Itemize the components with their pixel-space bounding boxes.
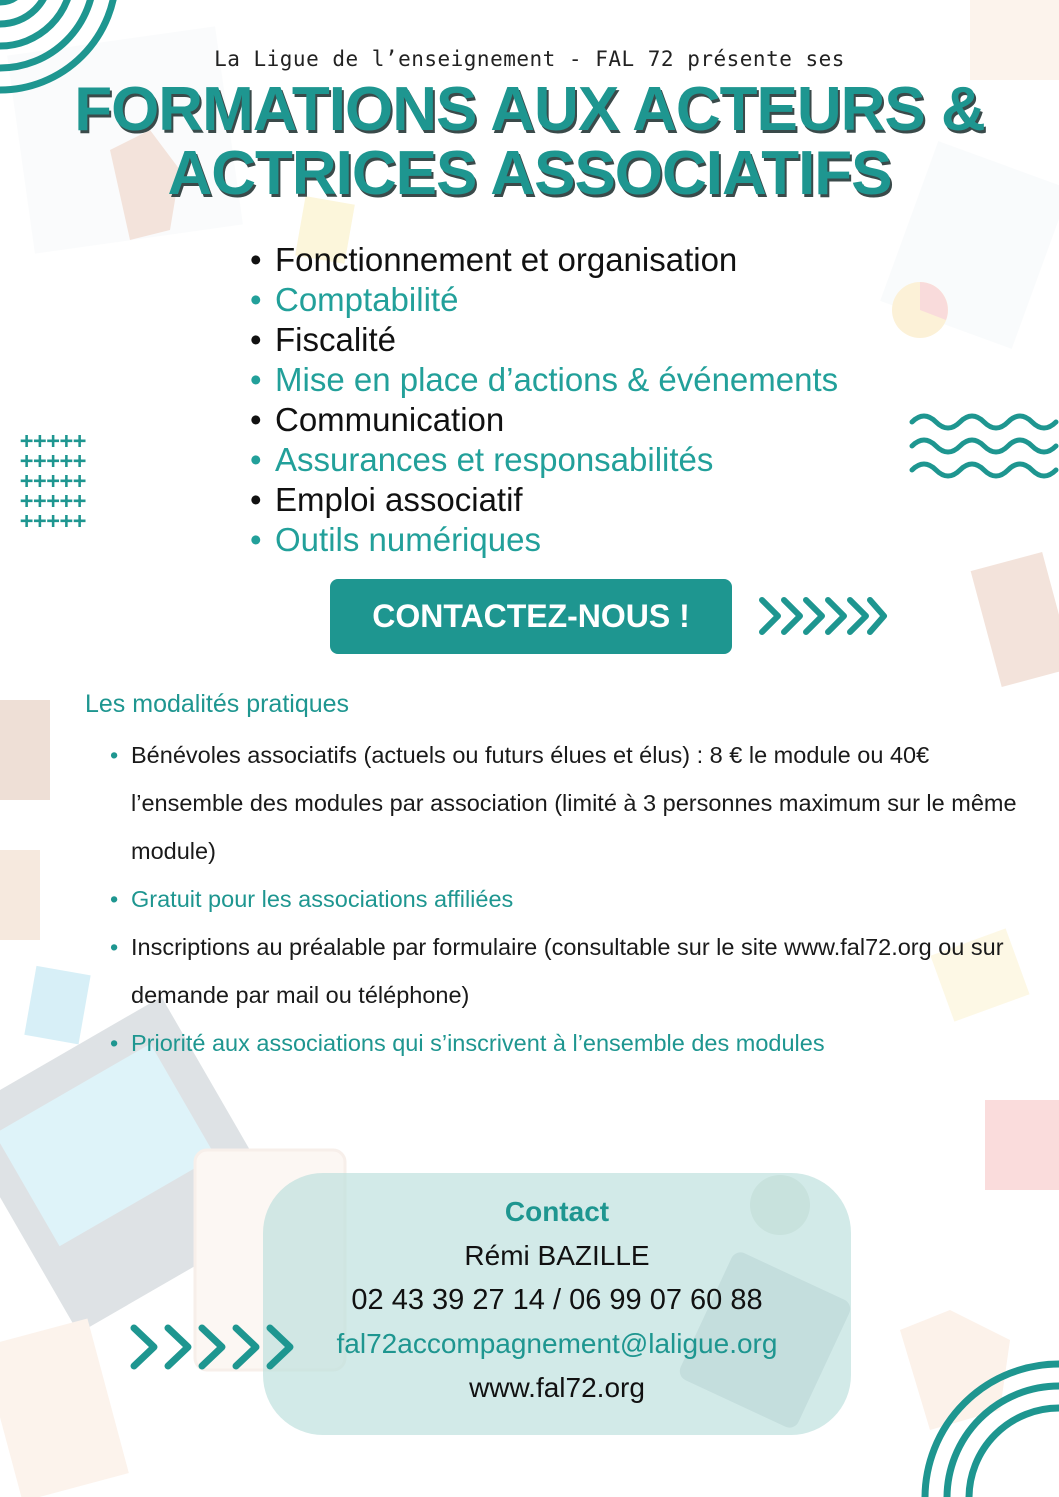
modalite-item: • Bénévoles associatifs (actuels ou futurs élues et élus) : 8 € le module ou 40€ l’ensemble des modules par association (limité à 3 personnes maximum sur le même module) [110, 731, 1040, 875]
topic-item: • Emploi associatif [250, 480, 838, 520]
intro-text: La Ligue de l’enseignement - FAL 72 présente ses [214, 47, 845, 71]
chevrons-arrow-icon [128, 1322, 298, 1372]
svg-text:+++++: +++++ [20, 449, 87, 474]
title-line-1: FORMATIONS AUX ACTEURS & [74, 75, 985, 144]
modalites-list [110, 731, 1040, 1067]
topics-list [250, 240, 838, 560]
svg-text:+++++: +++++ [20, 489, 87, 514]
modalite-item: • Priorité aux associations qui s’inscrivent à l’ensemble des modules [110, 1019, 1040, 1067]
contact-us-button[interactable]: CONTACTEZ-NOUS ! [330, 579, 732, 654]
topic-item: • Fonctionnement et organisation [250, 240, 838, 280]
topic-item: • Assurances et responsabilités [250, 440, 838, 480]
contact-email-link[interactable]: fal72accompagnement@laligue.org [336, 1328, 778, 1359]
topic-item: • Communication [250, 400, 838, 440]
contact-name: Rémi BAZILLE [464, 1240, 650, 1271]
contact-title: Contact [504, 1196, 610, 1227]
topic-item: • Fiscalité [250, 320, 838, 360]
chevrons-arrow-icon [758, 594, 888, 638]
svg-text:+++++: +++++ [20, 429, 87, 454]
modalites-title: Les modalités pratiques [85, 690, 350, 718]
title-line-2: ACTRICES ASSOCIATIFS [167, 139, 892, 208]
svg-text:+++++: +++++ [20, 509, 87, 534]
topic-item: • Comptabilité [250, 280, 838, 320]
modalite-item: • Gratuit pour les associations affiliées [110, 875, 1040, 923]
modalite-item: • Inscriptions au préalable par formulaire (consultable sur le site www.fal72.org ou sur demande par mail ou téléphone) [110, 923, 1040, 1019]
page-title [0, 75, 1059, 208]
topic-item: • Mise en place d’actions & événements [250, 360, 838, 400]
svg-text:+++++: +++++ [20, 469, 87, 494]
topic-item: • Outils numériques [250, 520, 838, 560]
contact-website-link[interactable]: www.fal72.org [469, 1372, 645, 1403]
contact-phone[interactable]: 02 43 39 27 14 / 06 99 07 60 88 [351, 1284, 763, 1316]
